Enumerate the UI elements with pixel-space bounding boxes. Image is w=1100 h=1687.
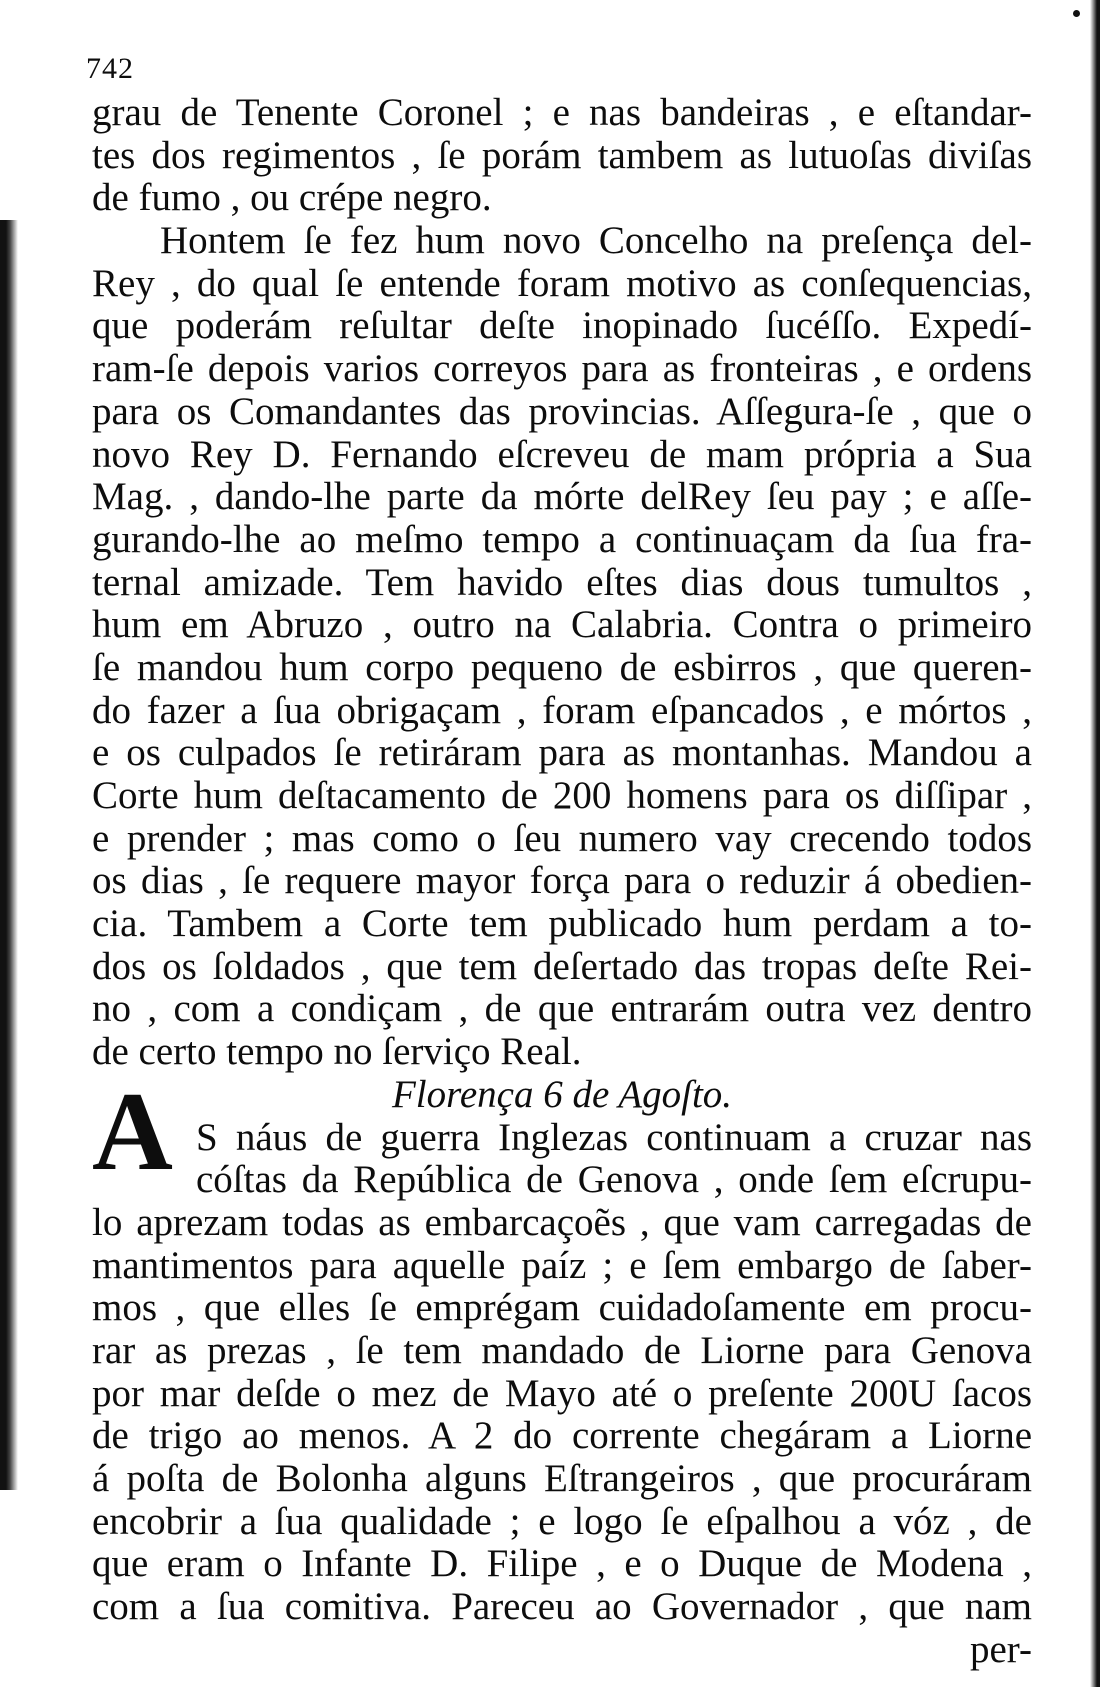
text-line: cia. Tambem a Corte tem publicado hum perdam a to-	[92, 902, 1032, 946]
page-text	[92, 92, 1032, 1671]
scan-speck	[1073, 10, 1080, 17]
page-number: 742	[86, 52, 134, 85]
text-line: ram-ſe depois varios correyos para as fronteiras , e ordens	[92, 347, 1032, 391]
text-line: encobrir a ſua qualidade ; e logo ſe eſpalhou a vóz , de	[92, 1499, 1032, 1543]
text-line: mantimentos para aquelle paíz ; e ſem embargo de ſaber-	[92, 1243, 1032, 1287]
text-line: do fazer a ſua obrigaçam , foram eſpancados , e mórtos ,	[92, 688, 1032, 732]
text-line: de certo tempo no ſerviço Real.	[92, 1030, 582, 1074]
text-line: Hontem ſe fez hum novo Concelho na preſença del-	[160, 219, 1032, 263]
text-line: os dias , ſe requere mayor força para o reduzir á obedien-	[92, 859, 1032, 903]
text-line: de fumo , ou crépe negro.	[92, 176, 492, 220]
text-line: que poderám reſultar deſte inopinado ſucéſſo. Expedí-	[92, 304, 1032, 348]
text-line: e prender ; mas como o ſeu numero vay crecendo todos	[92, 816, 1032, 860]
text-line: cóſtas da República de Genova , onde ſem eſcrupu-	[196, 1158, 1032, 1202]
text-line: novo Rey D. Fernando eſcreveu de mam própria a Sua	[92, 432, 1032, 476]
text-line: dos os ſoldados , que tem deſertado das tropas deſte Rei-	[92, 944, 1032, 988]
text-line: gurando-lhe ao meſmo tempo a continuaçam da ſua fra-	[92, 517, 1032, 561]
text-line: para os Comandantes das provincias. Aſſegura-ſe , que o	[92, 389, 1032, 433]
text-line: Rey , do qual ſe entende foram motivo as conſequencias,	[92, 261, 1032, 305]
scan-edge-left	[0, 220, 20, 1490]
text-line: rar as prezas , ſe tem mandado de Liorne para Genova	[92, 1328, 1032, 1372]
text-line: por mar deſde o mez de Mayo até o preſente 200U ſacos	[92, 1371, 1032, 1415]
text-line: Corte hum deſtacamento de 200 homens para os diſſipar ,	[92, 774, 1032, 817]
text-line: que eram o Infante D. Filipe , e o Duque de Modena ,	[92, 1542, 1032, 1586]
text-line: lo aprezam todas as embarcaçoẽs , que vam carregadas de	[92, 1200, 1032, 1244]
dateline-heading: Florença 6 de Agoſto.	[391, 1072, 733, 1116]
text-line: ſe mandou hum corpo pequeno de esbirros , que queren-	[92, 645, 1032, 689]
drop-cap: A	[92, 1070, 173, 1194]
text-line: Mag. , dando-lhe parte da mórte delRey ſeu pay ; e aſſe-	[92, 475, 1032, 519]
text-line: hum em Abruzo , outro na Calabria. Contra o primeiro	[92, 603, 1032, 647]
text-line: grau de Tenente Coronel ; e nas bandeiras , e eſtandar-	[92, 91, 1032, 134]
text-line: e os culpados ſe retiráram para as montanhas. Mandou a	[92, 731, 1032, 775]
text-line: ternal amizade. Tem havido eſtes dias dous tumultos ,	[92, 560, 1032, 604]
text-line: mos , que elles ſe emprégam cuidadoſamente em procu-	[92, 1286, 1032, 1330]
text-line: no , com a condiçam , de que entrarám outra vez dentro	[92, 987, 1032, 1031]
text-line: de trigo ao menos. A 2 do corrente chegáram a Liorne	[92, 1414, 1032, 1458]
text-line: S náus de guerra Inglezas continuam a cruzar nas	[196, 1115, 1032, 1159]
scan-edge-right	[1090, 0, 1100, 1687]
text-line: com a ſua comitiva. Pareceu ao Governador , que nam	[92, 1585, 1032, 1629]
catchword: per-	[969, 1627, 1032, 1671]
text-line: á poſta de Bolonha alguns Eſtrangeiros , que procuráram	[92, 1457, 1032, 1500]
text-line: tes dos regimentos , ſe porám tambem as lutuoſas diviſas	[92, 133, 1032, 177]
